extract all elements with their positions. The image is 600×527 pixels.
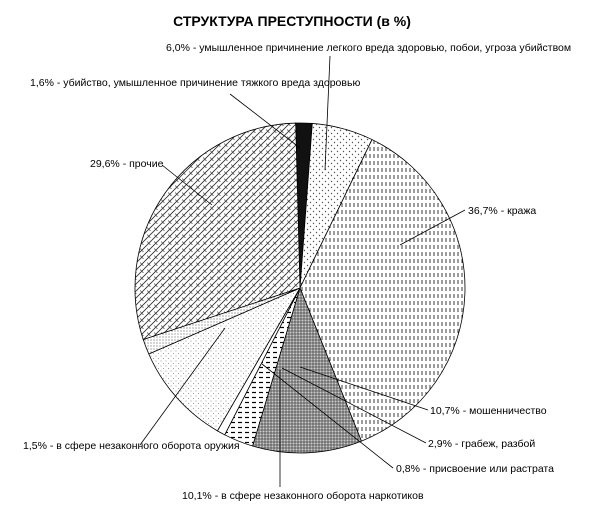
slice-label: 10,7% - мошенничество: [430, 405, 547, 417]
slice-label: 10,1% - в сфере незаконного оборота наркотиков: [182, 490, 424, 502]
slice-label: 29,6% - прочие: [90, 158, 164, 170]
slice-label: 36,7% - кража: [468, 205, 537, 217]
slice-label: 1,5% - в сфере незаконного оборота оружия: [23, 440, 240, 452]
chart-title: СТРУКТУРА ПРЕСТУПНОСТИ (в %): [173, 13, 411, 29]
slice-label: 6,0% - умышленное причинение легкого вреда здоровью, побои, угроза убийством: [166, 42, 572, 54]
slice-label: 2,9% - грабеж, разбой: [428, 438, 536, 450]
slice-label: 1,6% - убийство, умышленное причинение тяжкого вреда здоровью: [30, 77, 361, 89]
slice-label: 0,8% - присвоение или растрата: [396, 463, 554, 475]
pie-slices: [135, 123, 465, 453]
